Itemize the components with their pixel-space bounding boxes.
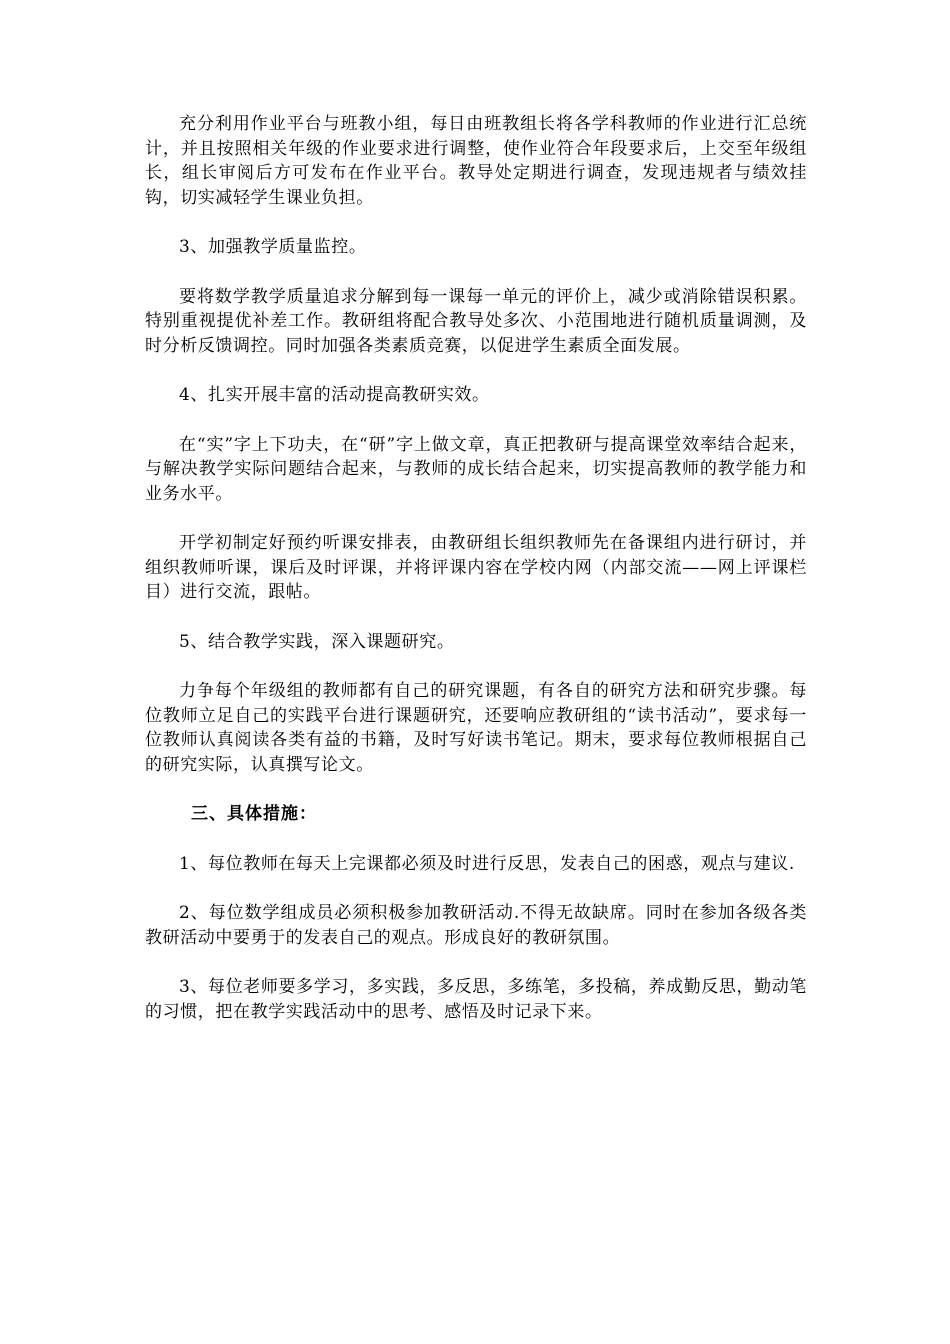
- spacer: [145, 260, 807, 285]
- paragraph-lesson-observation: 开学初制定好预约听课安排表，由教研组长组织教师先在备课组内进行研讨，并组织教师听课，课后及时评课，并将评课内容在学校内网（内部交流——网上评课栏目）进行交流，跟帖。: [145, 533, 807, 602]
- item-heading-5: 5、结合教学实践，深入课题研究。: [179, 631, 455, 652]
- spacer: [145, 876, 807, 901]
- spacer: [145, 777, 807, 802]
- paragraph-teaching-research: 在“实”字上下功夫，在“研”字上做文章，真正把教研与提高课堂效率结合起来，与解决教学实际问题结合起来，与教师的成长结合起来，切实提高教师的教学能力和业务水平。: [145, 434, 807, 504]
- spacer: [145, 210, 807, 235]
- paragraph-research-topics: 力争每个年级组的教师都有自己的研究课题，有各自的研究方法和研究步骤。每位教师立足自己的实践平台进行课题研究，还要响应教研组的“读书活动”，要求每一位教师认真阅读各类有益的书籍，及时写好读书笔记。期末，要求每位教师根据自己的研究实际，认真撰写论文。: [145, 681, 807, 775]
- spacer: [145, 408, 807, 433]
- spacer: [145, 358, 807, 383]
- spacer: [145, 950, 807, 975]
- spacer: [145, 827, 807, 852]
- spacer: [145, 506, 807, 531]
- section-heading-measures: 三、具体措施：: [191, 804, 317, 824]
- measure-item-1: 1、每位教师在每天上完课都必须及时进行反思，发表自己的困惑，观点与建议.: [179, 853, 795, 874]
- paragraph-homework-platform: 充分利用作业平台与班教小组，每日由班教组长将各学科教师的作业进行汇总统计，并且按照相关年级的作业要求进行调整，使作业符合年段要求后，上交至年级组长，组长审阅后方可发布在作业平台。教导处定期进行调查，发现违规者与绩效挂钩，切实减轻学生课业负担。: [145, 114, 807, 208]
- spacer: [145, 654, 807, 679]
- paragraph-quality-monitoring: 要将数学教学质量追求分解到每一课每一单元的评价上，减少或消除错误积累。特别重视提优补差工作。教研组将配合教导处多次、小范围地进行随机质量调测，及时分析反馈调控。同时加强各类素质竞赛，以促进学生素质全面发展。: [145, 286, 807, 356]
- item-heading-4: 4、扎实开展丰富的活动提高教研实效。: [179, 385, 490, 405]
- spacer: [145, 605, 807, 630]
- measure-item-3: 3、每位老师要多学习，多实践，多反思，多练笔，多投稿，养成勤反思，勤动笔的习惯，把在教学实践活动中的思考、感悟及时记录下来。: [145, 977, 807, 1022]
- measure-item-2: 2、每位数学组成员必须积极参加教研活动.不得无故缺席。同时在参加各级各类教研活动中要勇于的发表自己的观点。形成良好的教研氛围。: [145, 903, 807, 948]
- item-heading-3: 3、加强教学质量监控。: [179, 237, 367, 257]
- document-body: [145, 112, 807, 1024]
